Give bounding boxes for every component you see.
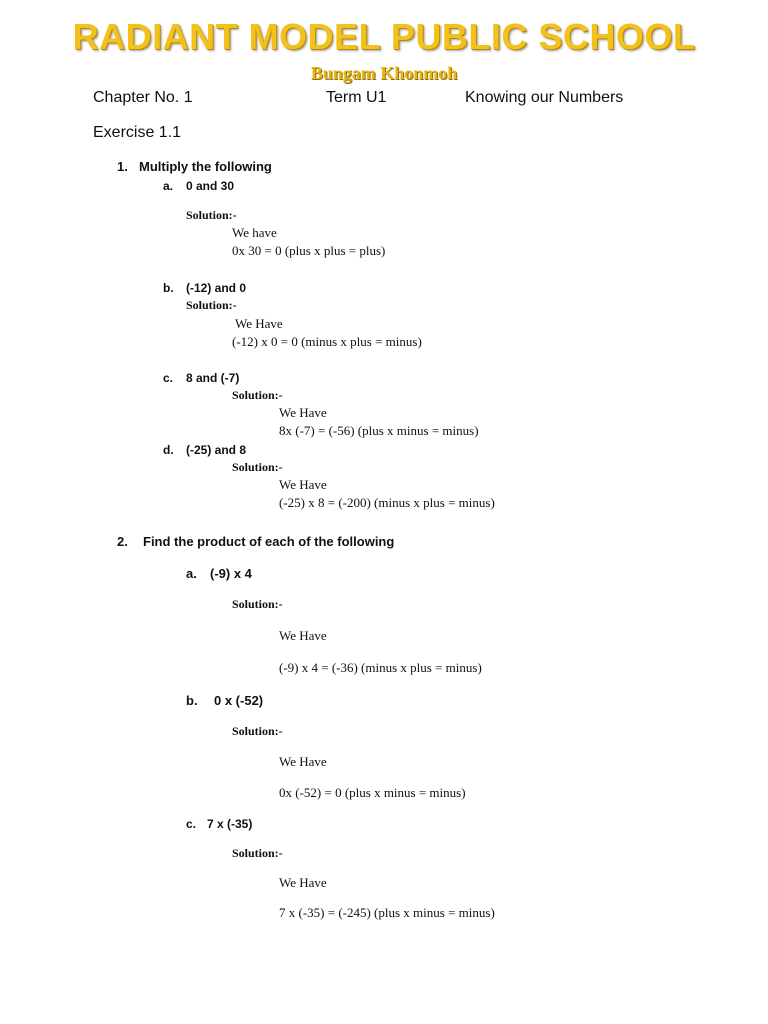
q1c-we-have: We Have [279, 405, 327, 420]
q2c-equation: 7 x (-35) = (-245) (plus x minus = minus) [279, 905, 495, 920]
q2a-letter: a. [186, 566, 197, 581]
term-label: Term U1 [326, 89, 387, 106]
q1b-solution-label: Solution:- [186, 298, 237, 312]
author-name: Bungam Khonmoh [310, 63, 458, 83]
q1c-equation: 8x (-7) = (-56) (plus x minus = minus) [279, 423, 479, 438]
q1b-problem: (-12) and 0 [186, 281, 247, 295]
q2b-we-have: We Have [279, 754, 327, 769]
q1a-solution-label: Solution:- [186, 208, 237, 222]
q1c-problem: 8 and (-7) [186, 371, 240, 385]
question-1-number: 1. [117, 159, 128, 174]
q2b-problem: 0 x (-52) [214, 693, 264, 708]
q1d-we-have: We Have [279, 477, 327, 492]
q1a-equation: 0x 30 = 0 (plus x plus = plus) [232, 243, 386, 258]
question-2-number: 2. [117, 534, 128, 549]
q2c-problem: 7 x (-35) [207, 817, 253, 831]
q1b-equation: (-12) x 0 = 0 (minus x plus = minus) [232, 334, 422, 349]
q2c-we-have: We Have [279, 875, 327, 890]
exercise-title: Exercise 1.1 [93, 124, 182, 141]
q1d-letter: d. [163, 443, 174, 457]
q1a-problem: 0 and 30 [186, 179, 235, 193]
q1c-solution-label: Solution:- [232, 388, 283, 402]
q2b-letter: b. [186, 693, 198, 708]
topic-label: Knowing our Numbers [465, 89, 624, 106]
school-name: RADIANT MODEL PUBLIC SCHOOL [72, 16, 696, 57]
q2a-equation: (-9) x 4 = (-36) (minus x plus = minus) [279, 660, 482, 675]
q1d-equation: (-25) x 8 = (-200) (minus x plus = minus) [279, 495, 495, 510]
q2b-solution-label: Solution:- [232, 724, 283, 738]
q2b-equation: 0x (-52) = 0 (plus x minus = minus) [279, 785, 466, 800]
question-1-title: Multiply the following [139, 159, 272, 174]
q1d-solution-label: Solution:- [232, 460, 283, 474]
q2c-letter: c. [186, 817, 197, 831]
question-2-title: Find the product of each of the following [143, 534, 395, 549]
q1b-letter: b. [163, 281, 174, 295]
chapter-label: Chapter No. 1 [93, 89, 193, 106]
q2a-we-have: We Have [279, 628, 327, 643]
q1d-problem: (-25) and 8 [186, 443, 247, 457]
q1a-we-have: We have [232, 225, 277, 240]
q1a-letter: a. [163, 179, 174, 193]
q2a-problem: (-9) x 4 [210, 566, 252, 581]
q2a-solution-label: Solution:- [232, 597, 283, 611]
q2c-solution-label: Solution:- [232, 846, 283, 860]
q1c-letter: c. [163, 371, 174, 385]
q1b-we-have: We Have [235, 316, 283, 331]
